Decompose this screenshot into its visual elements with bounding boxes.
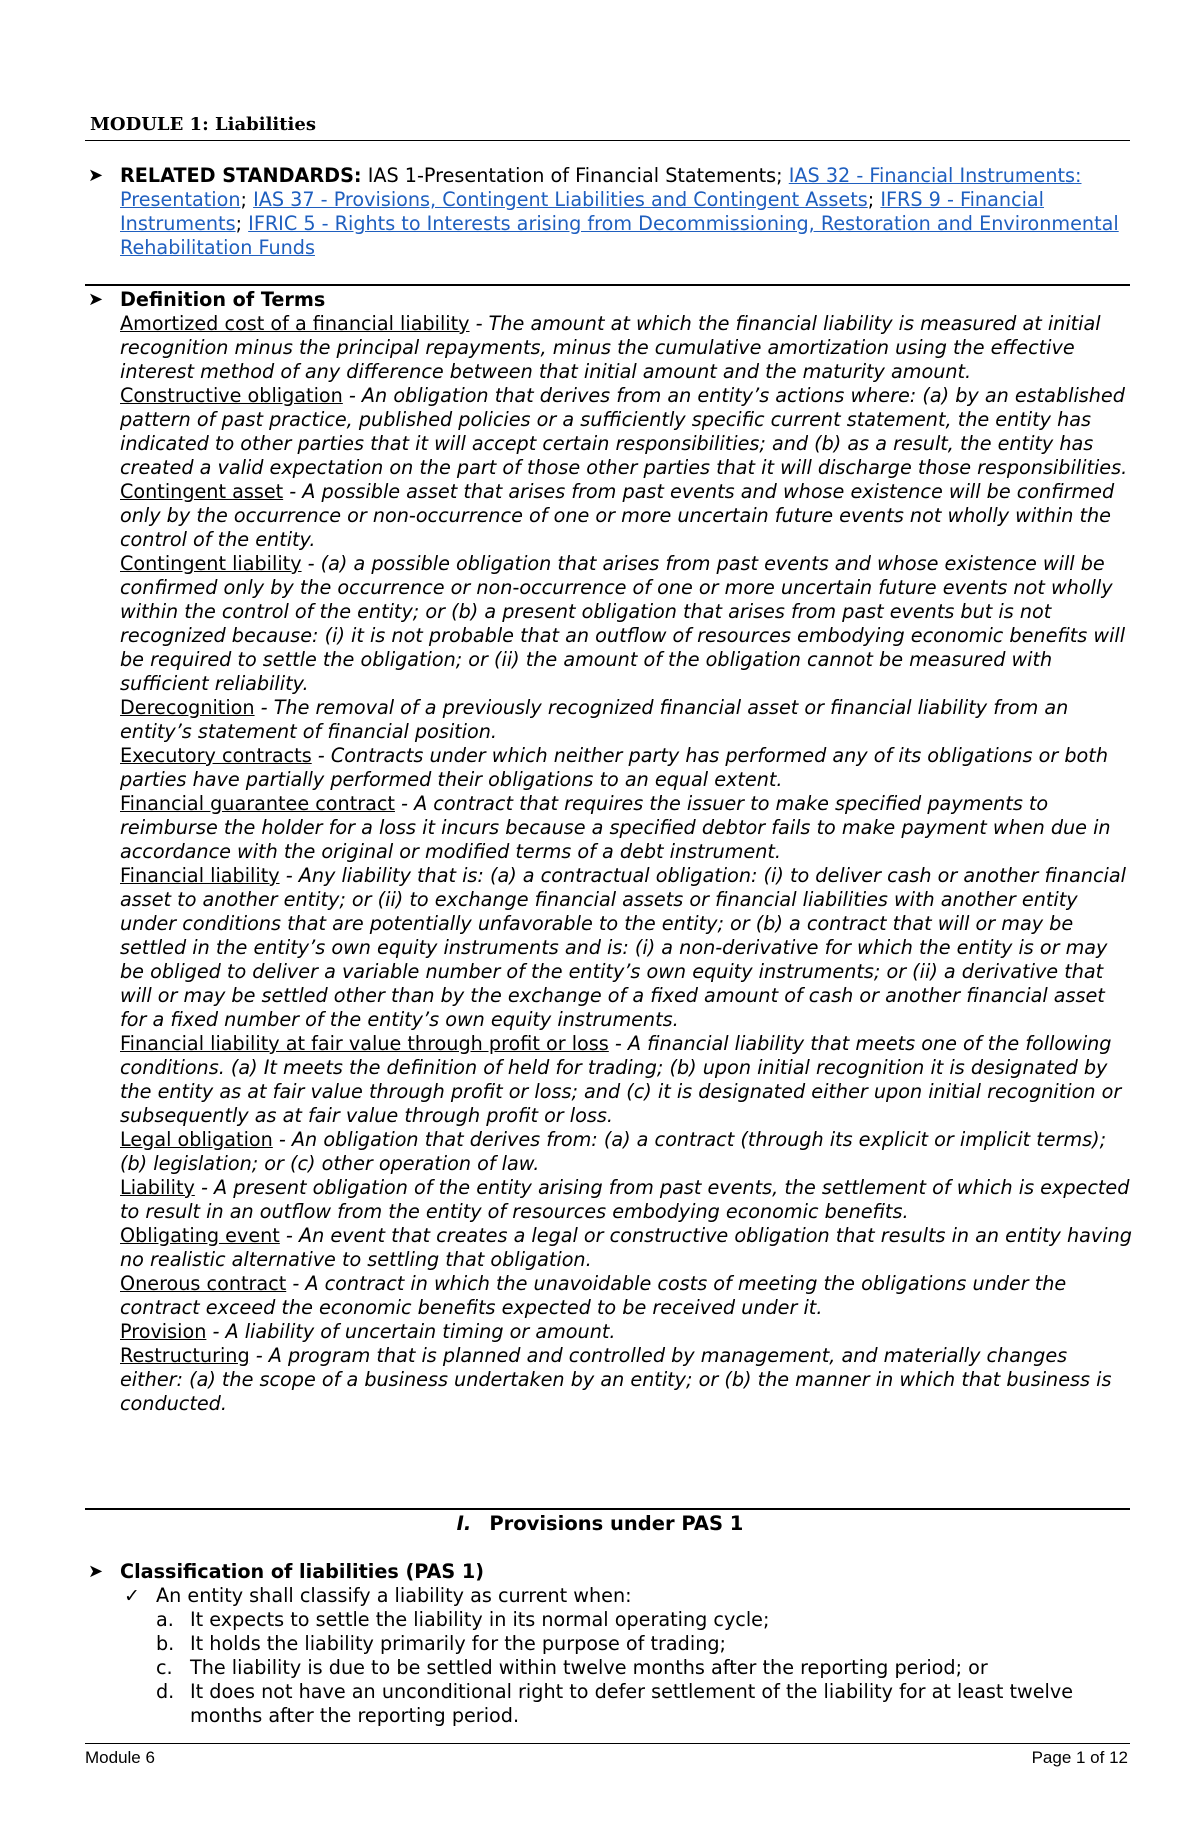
- definition-term: Legal obligation: [120, 1128, 273, 1151]
- definition-text: - A possible asset that arises from past events and whose existence will be confirmed only by the occurrence or non-occurrence of one or more uncertain future events not wholly within the control of the entity.: [120, 480, 1115, 551]
- definition-text: - A liability of uncertain timing or amount.: [206, 1320, 616, 1343]
- header-rule: [85, 140, 1130, 141]
- standards-label: RELATED STANDARDS:: [120, 164, 362, 187]
- section-rule: [85, 284, 1130, 286]
- criteria-text: It does not have an unconditional right to defer settlement of the liability for at least twelve months after the reporting period.: [190, 1680, 1074, 1727]
- criteria-letter: b.: [156, 1632, 175, 1655]
- section-number: I.: [456, 1512, 472, 1535]
- criteria-item: [156, 1656, 1130, 1680]
- definition-item: [120, 1128, 1135, 1176]
- definition-item: [120, 552, 1135, 696]
- arrow-bullet-icon: ➤: [88, 289, 104, 310]
- criteria-letter: a.: [156, 1608, 174, 1631]
- classification-heading: Classification of liabilities (PAS 1): [120, 1560, 485, 1583]
- definition-term: Constructive obligation: [120, 384, 343, 407]
- definition-item: [120, 384, 1135, 480]
- definitions-list: [120, 312, 1135, 1416]
- definition-term: Financial liability: [120, 864, 280, 887]
- definition-text: - A contract that requires the issuer to make specified payments to reimburse the holder for a loss it incurs because a specified debtor fails to make payment when due in accordance with the original or modified terms of a debt instrument.: [120, 792, 1111, 863]
- criteria-letter: c.: [156, 1656, 173, 1679]
- definition-text: - A program that is planned and controlled by management, and materially changes either: (a) the scope of a business undertaken by an entity; or (b) the manner in which that business is conducted.: [120, 1344, 1112, 1415]
- separator: ;: [867, 188, 875, 211]
- classification-heading-block: [120, 1560, 1135, 1584]
- definition-item: [120, 696, 1135, 744]
- definitions-section: [120, 288, 1135, 1416]
- definition-text: - A present obligation of the entity arising from past events, the settlement of which is expected to result in an outflow from the entity of resources embodying economic benefits.: [120, 1176, 1130, 1223]
- definition-text: - Any liability that is: (a) a contractual obligation: (i) to deliver cash or another financial asset to another entity; or (ii) to exchange financial assets or financial liabilities with another entity under conditions that are potentially unfavorable to the entity; or (b) a contract that will or may be settled in the entity’s own equity instruments and is: (i) a non-derivative for which the entity is or may be obliged to deliver a variable number of the entity’s own equity instruments; or (ii) a derivative that will or may be settled other than by the exchange of a fixed amount of cash or another financial asset for a fixed number of the entity’s own equity instruments.: [120, 864, 1126, 1031]
- standard-ifrs9-link[interactable]: IFRS 9 - Financial Instruments: [120, 188, 1044, 235]
- definition-item: [120, 1320, 1135, 1344]
- section-rule: [85, 1508, 1130, 1510]
- definition-text: - Contracts under which neither party has performed any of its obligations or both parties have partially performed their obligations to an equal extent.: [120, 744, 1108, 791]
- definition-item: [120, 1224, 1135, 1272]
- footer-module-label: Module 6: [85, 1748, 155, 1767]
- definition-item: [120, 480, 1135, 552]
- definition-term: Amortized cost of a financial liability: [120, 312, 470, 335]
- definition-term: Obligating event: [120, 1224, 280, 1247]
- definition-text: - A contract in which the unavoidable costs of meeting the obligations under the contract exceed the economic benefits expected to be received under it.: [120, 1272, 1067, 1319]
- checkmark-icon: ✓: [124, 1585, 140, 1607]
- definition-text: - An obligation that derives from: (a) a contract (through its explicit or implicit terms); (b) legislation; or (c) other operation of law.: [120, 1128, 1107, 1175]
- standard-ias1: IAS 1-Presentation of Financial Statements;: [367, 164, 783, 187]
- definition-text: - The amount at which the financial liability is measured at initial recognition minus the principal repayments, minus the cumulative amortization using the effective interest method of any difference between that initial amount and the maturity amount.: [120, 312, 1101, 383]
- standard-ias32-link[interactable]: IAS 32 - Financial Instruments: Presentation: [120, 164, 1082, 211]
- definition-term: Contingent asset: [120, 480, 284, 503]
- separator: ;: [235, 212, 243, 235]
- separator: ;: [240, 188, 247, 211]
- definitions-heading: Definition of Terms: [120, 288, 326, 311]
- classification-criteria-list: [156, 1608, 1130, 1728]
- criteria-text: The liability is due to be settled within twelve months after the reporting period; or: [190, 1656, 988, 1679]
- definition-term: Restructuring: [120, 1344, 250, 1367]
- standard-ias37-link[interactable]: IAS 37 - Provisions, Contingent Liabilities and Contingent Assets: [253, 188, 868, 211]
- definition-item: [120, 792, 1135, 864]
- definition-item: [120, 864, 1135, 1032]
- section-title-text: Provisions under PAS 1: [489, 1512, 744, 1535]
- definition-item: [120, 312, 1135, 384]
- definition-term: Provision: [120, 1320, 207, 1343]
- criteria-text: It holds the liability primarily for the purpose of trading;: [190, 1632, 726, 1655]
- definition-item: [120, 1032, 1135, 1128]
- standard-ifric5-link[interactable]: IFRIC 5 - Rights to Interests arising from Decommissioning, Restoration and Environmental Rehabilitation Funds: [120, 212, 1119, 259]
- definition-term: Liability: [120, 1176, 195, 1199]
- footer-page-number: Page 1 of 12: [1031, 1748, 1128, 1767]
- page-header-title: MODULE 1: Liabilities: [90, 114, 316, 135]
- definition-item: [120, 744, 1135, 792]
- definition-term: Contingent liability: [120, 552, 302, 575]
- criteria-letter: d.: [156, 1680, 175, 1703]
- criteria-item: [156, 1632, 1130, 1656]
- definition-term: Derecognition: [120, 696, 255, 719]
- definition-text: - A financial liability that meets one of the following conditions. (a) It meets the definition of held for trading; (b) upon initial recognition it is designated by the entity as at fair value through profit or loss; and (c) it is designated either upon initial recognition or subsequently as at fair value through profit or loss.: [120, 1032, 1122, 1127]
- definition-term: Onerous contract: [120, 1272, 287, 1295]
- definition-text: - (a) a possible obligation that arises from past events and whose existence will be confirmed only by the occurrence or non-occurrence of one or more uncertain future events not wholly within the control of the entity; or (b) a present obligation that arises from past events but is not recognized because: (i) it is not probable that an outflow of resources embodying economic benefits will be required to settle the obligation; or (ii) the amount of the obligation cannot be measured with sufficient reliability.: [120, 552, 1126, 695]
- definition-item: [120, 1176, 1135, 1224]
- criteria-text: It expects to settle the liability in its normal operating cycle;: [190, 1608, 770, 1631]
- definition-item: [120, 1272, 1135, 1320]
- criteria-item: [156, 1608, 1130, 1632]
- definition-item: [120, 1344, 1135, 1416]
- definition-term: Financial liability at fair value through profit or loss: [120, 1032, 609, 1055]
- arrow-bullet-icon: ➤: [88, 1561, 104, 1582]
- definition-term: Executory contracts: [120, 744, 312, 767]
- criteria-item: [156, 1680, 1130, 1728]
- classification-intro: An entity shall classify a liability as current when:: [156, 1584, 632, 1607]
- definition-term: Financial guarantee contract: [120, 792, 395, 815]
- related-standards: [120, 164, 1135, 260]
- definition-text: - The removal of a previously recognized financial asset or financial liability from an entity’s statement of financial position.: [120, 696, 1069, 743]
- section-title: [0, 1512, 1200, 1535]
- definition-text: - An event that creates a legal or constructive obligation that results in an entity having no realistic alternative to settling that obligation.: [120, 1224, 1132, 1271]
- definition-text: - An obligation that derives from an entity’s actions where: (a) by an established pattern of past practice, published policies or a sufficiently specific current statement, the entity has indicated to other parties that it will accept certain responsibilities; and (b) as a result, the entity has created a valid expectation on the part of those other parties that it will discharge those responsibilities.: [120, 384, 1128, 479]
- arrow-bullet-icon: ➤: [88, 165, 104, 186]
- footer-rule: [85, 1743, 1130, 1744]
